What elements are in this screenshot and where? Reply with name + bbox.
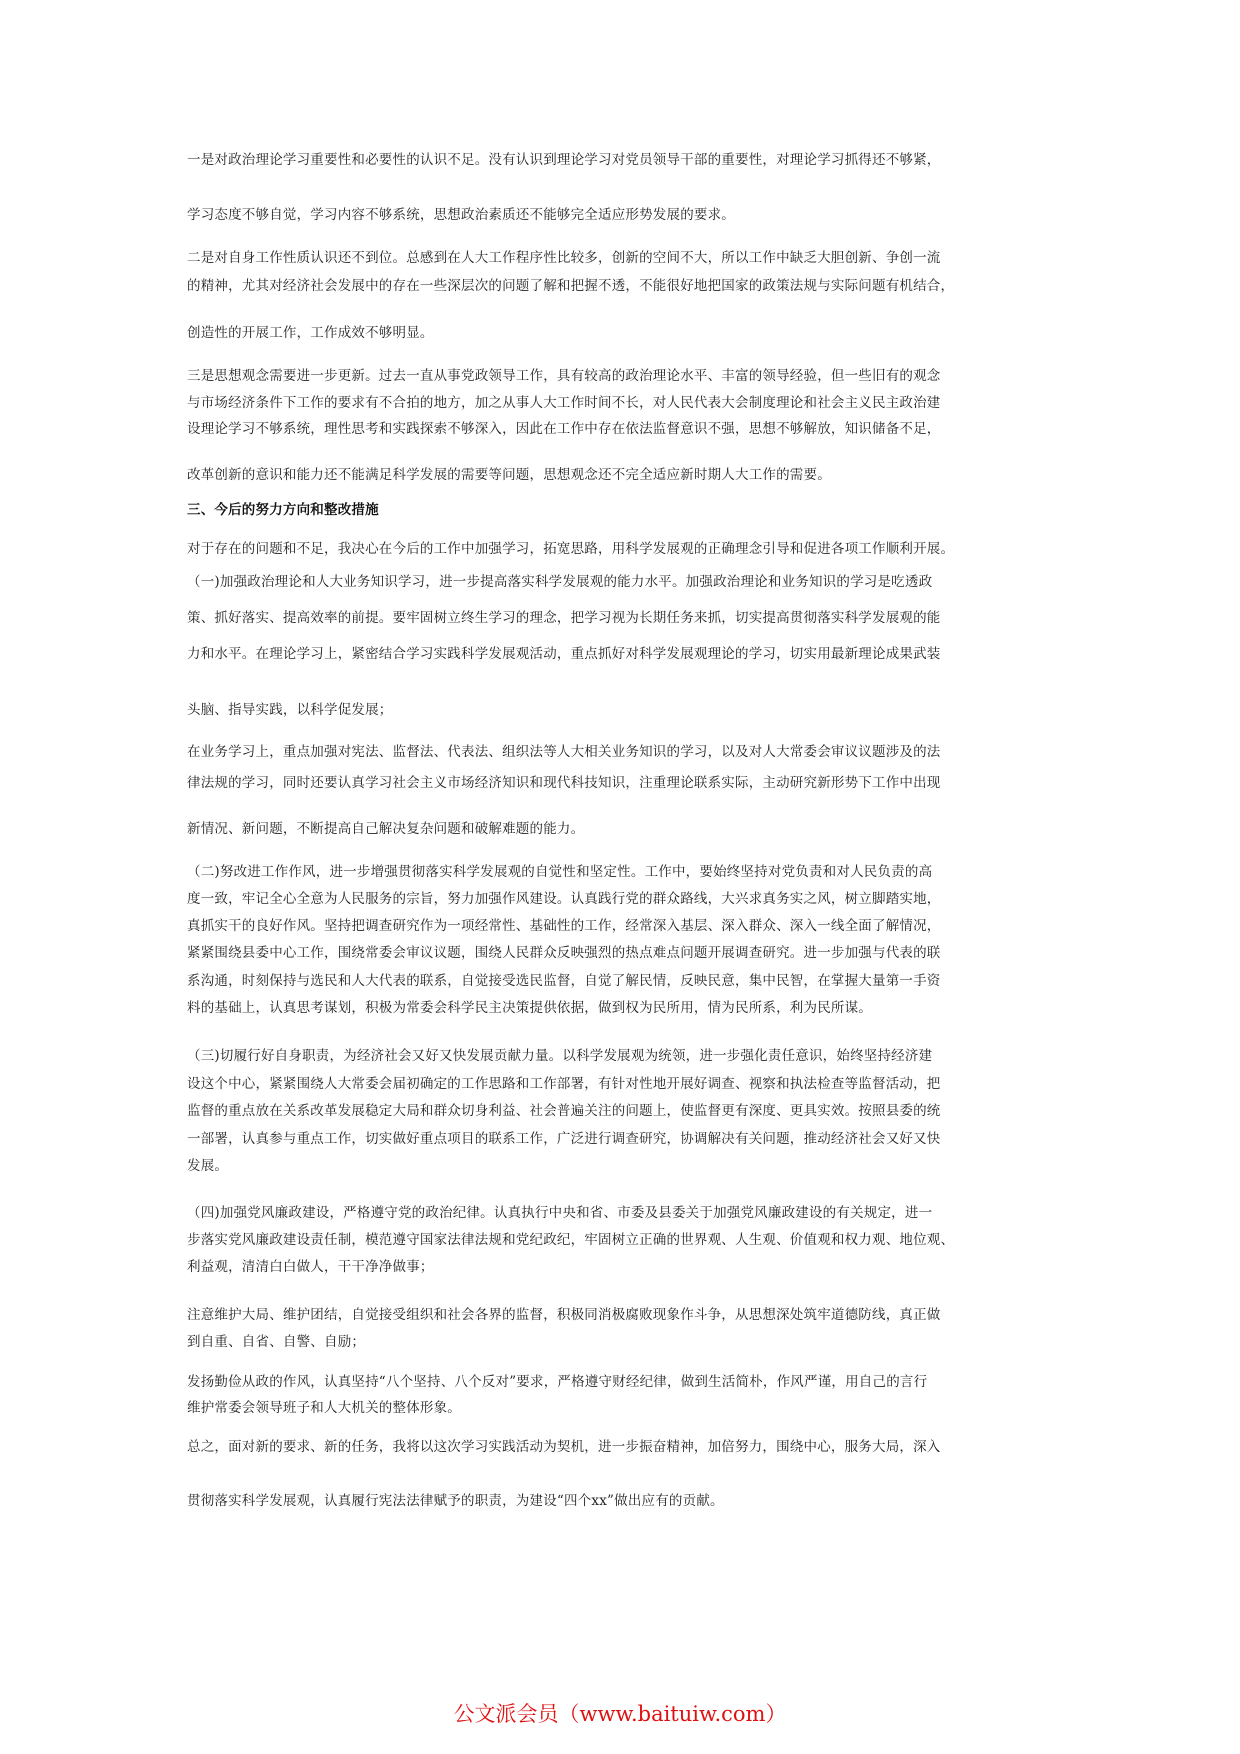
body-line: 对于存在的问题和不足，我决心在今后的工作中加强学习，拓宽思路，用科学发展观的正确理念引导和促进各项工作顺利开展。 [187,541,955,557]
body-line: 步落实党风廉政建设责任制，模范遵守国家法律法规和党纪政纪，牢固树立正确的世界观、人生观、价值观和权力观、地位观、 [187,1232,955,1248]
body-line: 紧紧围绕县委中心工作，围绕常委会审议议题，围绕人民群众反映强烈的热点难点问题开展调查研究。进一步加强与代表的联 [187,945,941,961]
body-line: 创造性的开展工作，工作成效不够明显。 [187,325,434,341]
body-line: （二)努改进工作作风，进一步增强贯彻落实科学发展观的自觉性和坚定性。工作中，要始终坚持对党负责和对人民负责的高 [187,864,933,880]
body-line: 力和水平。在理论学习上，紧密结合学习实践科学发展观活动，重点抓好对科学发展观理论的学习，切实用最新理论成果武装 [187,646,941,662]
body-line: 设理论学习不够系统，理性思考和实践探索不够深入，因此在工作中存在依法监督意识不强，思想不够解放，知识储备不足， [187,421,941,437]
body-line: 维护常委会领导班子和人大机关的整体形象。 [187,1400,461,1416]
body-line: 贯彻落实科学发展观，认真履行宪法法律赋予的职责，为建设“四个xx”做出应有的贡献。 [187,1493,724,1509]
body-line: 与市场经济条件下工作的要求有不合拍的地方，加之从事人大工作时间不长，对人民代表大会制度理论和社会主义民主政治建 [187,395,941,411]
body-line: 一部署，认真参与重点工作，切实做好重点项目的联系工作，广泛进行调查研究，协调解决有关问题，推动经济社会又好又快 [187,1131,941,1147]
body-line: 的精神，尤其对经济社会发展中的存在一些深层次的问题了解和把握不透，不能很好地把国家的政策法规与实际问题有机结合， [187,278,955,294]
body-line: 律法规的学习，同时还要认真学习社会主义市场经济知识和现代科技知识，注重理论联系实际，主动研究新形势下工作中出现 [187,775,941,791]
body-line: 发展。 [187,1158,229,1174]
body-line: （四)加强党风廉政建设，严格遵守党的政治纪律。认真执行中央和省、市委及县委关于加强党风廉政建设的有关规定，进一 [187,1205,933,1221]
body-line: 新情况、新问题，不断提高自己解决复杂问题和破解难题的能力。 [187,821,585,837]
section-heading: 三、今后的努力方向和整改措施 [187,502,379,518]
body-line: 在业务学习上，重点加强对宪法、监督法、代表法、组织法等人大相关业务知识的学习，以及对人大常委会审议议题涉及的法 [187,744,941,760]
body-line: 度一致，牢记全心全意为人民服务的宗旨，努力加强作风建设。认真践行党的群众路线，大兴求真务实之风，树立脚踏实地， [187,891,941,907]
body-line: 到自重、自省、自警、自励； [187,1334,366,1350]
body-line: 总之，面对新的要求、新的任务，我将以这次学习实践活动为契机，进一步振奋精神，加倍努力，围绕中心，服务大局，深入 [187,1439,941,1455]
footer-watermark: 公文派会员（www.baituiw.com） [453,1702,787,1726]
body-line: 改革创新的意识和能力还不能满足科学发展的需要等问题，思想观念还不完全适应新时期人大工作的需要。 [187,467,831,483]
body-line: 利益观，清清白白做人，干干净净做事； [187,1259,434,1275]
body-line: 策、抓好落实、提高效率的前提。要牢固树立终生学习的理念，把学习视为长期任务来抓，切实提高贯彻落实科学发展观的能 [187,610,941,626]
body-line: 监督的重点放在关系改革发展稳定大局和群众切身利益、社会普遍关注的问题上，使监督更有深度、更具实效。按照县委的统 [187,1103,941,1119]
body-line: 系沟通，时刻保持与选民和人大代表的联系，自觉接受选民监督，自觉了解民情，反映民意，集中民智，在掌握大量第一手资 [187,973,941,989]
body-line: 头脑、指导实践，以科学促发展； [187,702,393,718]
body-line: （三)切履行好自身职责，为经济社会又好又快发展贡献力量。以科学发展观为统领，进一步强化责任意识，始终坚持经济建 [187,1048,933,1064]
body-line: （一)加强政治理论和人大业务知识学习，进一步提高落实科学发展观的能力水平。加强政治理论和业务知识的学习是吃透政 [187,574,933,590]
body-line: 真抓实干的良好作风。坚持把调查研究作为一项经常性、基础性的工作，经常深入基层、深入群众、深入一线全面了解情况， [187,918,941,934]
body-line: 学习态度不够自觉，学习内容不够系统，思想政治素质还不能够完全适应形势发展的要求。 [187,207,735,223]
body-line: 一是对政治理论学习重要性和必要性的认识不足。没有认识到理论学习对党员领导干部的重要性，对理论学习抓得还不够紧， [187,152,941,168]
body-line: 设这个中心，紧紧围绕人大常委会届初确定的工作思路和工作部署，有针对性地开展好调查、视察和执法检查等监督活动，把 [187,1076,941,1092]
body-line: 二是对自身工作性质认识还不到位。总感到在人大工作程序性比较多，创新的空间不大，所以工作中缺乏大胆创新、争创一流 [187,250,941,266]
body-line: 三是思想观念需要进一步更新。过去一直从事党政领导工作，具有较高的政治理论水平、丰富的领导经验，但一些旧有的观念 [187,368,941,384]
body-line: 发扬勤俭从政的作风，认真坚持“八个坚持、八个反对”要求，严格遵守财经纪律，做到生活简朴，作风严谨，用自己的言行 [187,1374,928,1390]
body-line: 料的基础上，认真思考谋划，积极为常委会科学民主决策提供依据，做到权为民所用，情为民所系，利为民所谋。 [187,1000,872,1016]
body-line: 注意维护大局、维护团结，自觉接受组织和社会各界的监督，积极同消极腐败现象作斗争，从思想深处筑牢道德防线，真正做 [187,1307,941,1323]
